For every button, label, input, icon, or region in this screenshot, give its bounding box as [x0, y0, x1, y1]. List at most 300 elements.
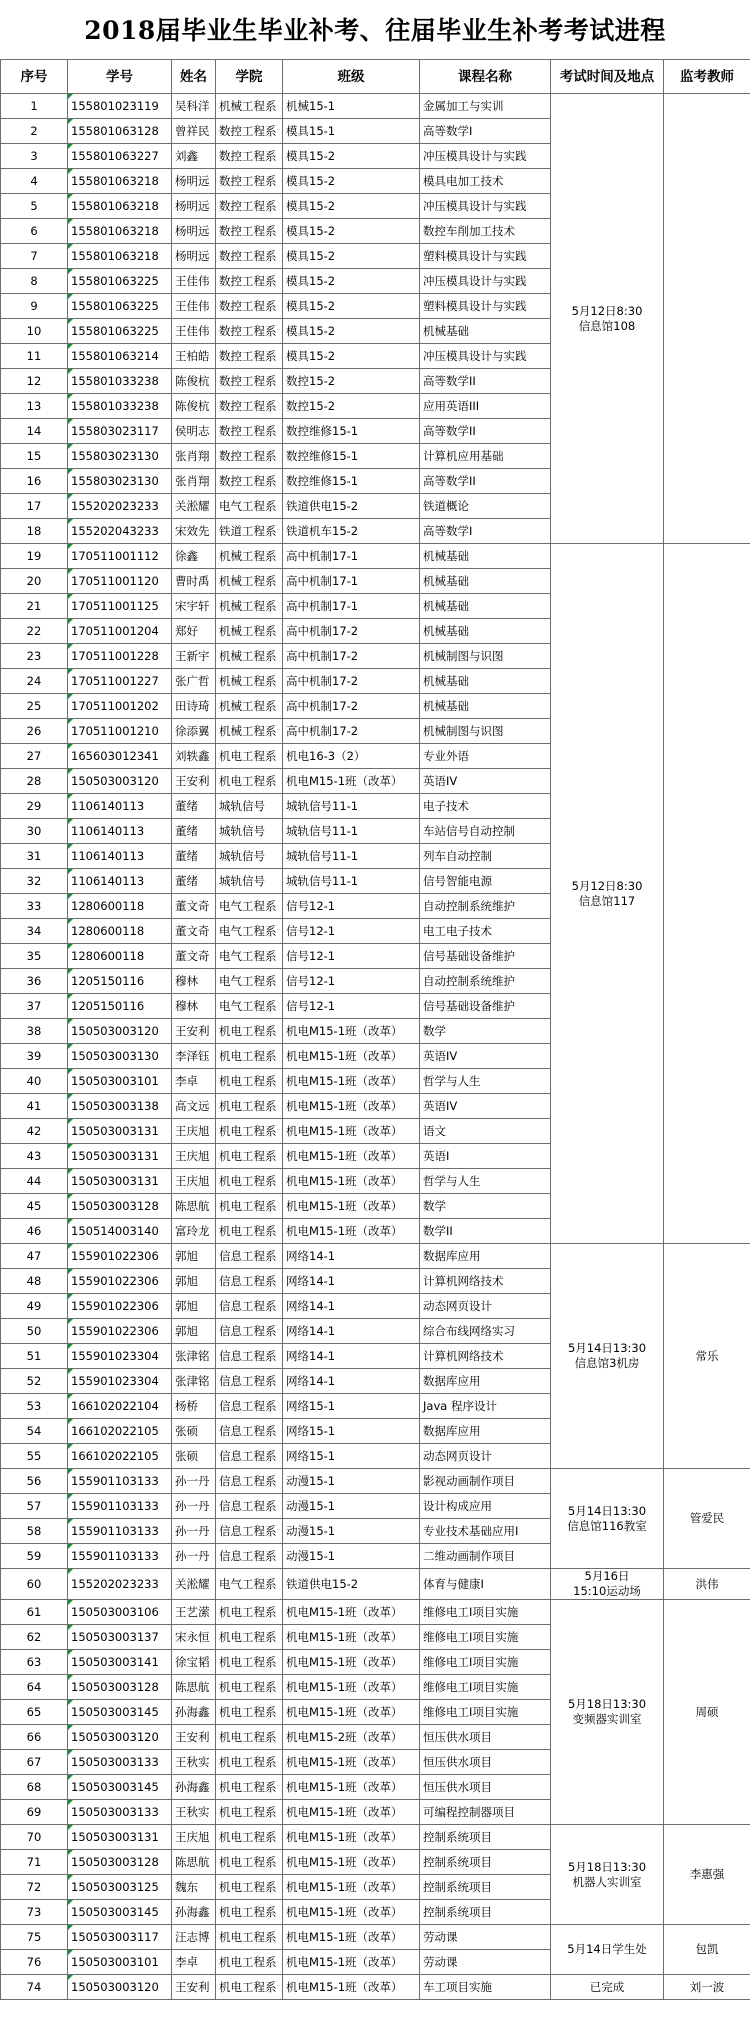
course-name: 动态网页设计: [420, 1444, 551, 1469]
student-id: 170511001120: [68, 569, 172, 594]
class-name: 信号12-1: [283, 894, 420, 919]
student-name: 宋宇轩: [172, 594, 216, 619]
row-index: 25: [1, 694, 68, 719]
student-name: 杨明远: [172, 194, 216, 219]
class-name: 模具15-2: [283, 319, 420, 344]
table-row: [1, 1600, 750, 1625]
student-name: 宋永恒: [172, 1625, 216, 1650]
class-name: 机电M15-1班（改革）: [283, 1675, 420, 1700]
student-id: 150503003106: [68, 1600, 172, 1625]
course-name: 机械制图与识图: [420, 719, 551, 744]
student-id: 150503003120: [68, 1019, 172, 1044]
course-name: 专业外语: [420, 744, 551, 769]
row-index: 3: [1, 144, 68, 169]
row-index: 42: [1, 1119, 68, 1144]
class-name: 高中机制17-1: [283, 544, 420, 569]
course-name: 控制系统项目: [420, 1850, 551, 1875]
student-name: 董绪: [172, 819, 216, 844]
student-name: 王新宇: [172, 644, 216, 669]
col-header-course: 课程名称: [420, 60, 551, 94]
student-name: 杨明远: [172, 244, 216, 269]
row-index: 17: [1, 494, 68, 519]
class-name: 机电M15-1班（改革）: [283, 1700, 420, 1725]
student-id: 170511001202: [68, 694, 172, 719]
student-id: 150503003137: [68, 1625, 172, 1650]
college: 电气工程系: [216, 1569, 283, 1600]
college: 信息工程系: [216, 1244, 283, 1269]
student-name: 张广哲: [172, 669, 216, 694]
student-name: 孙海鑫: [172, 1700, 216, 1725]
college: 机电工程系: [216, 1675, 283, 1700]
college: 机电工程系: [216, 1169, 283, 1194]
college: 数控工程系: [216, 119, 283, 144]
student-name: 张津铭: [172, 1344, 216, 1369]
class-name: 数控15-2: [283, 394, 420, 419]
course-name: 数学: [420, 1019, 551, 1044]
college: 城轨信号: [216, 869, 283, 894]
row-index: 57: [1, 1494, 68, 1519]
row-index: 64: [1, 1675, 68, 1700]
class-name: 机电M15-1班（改革）: [283, 1950, 420, 1975]
class-name: 网络14-1: [283, 1269, 420, 1294]
class-name: 模具15-1: [283, 119, 420, 144]
proctor-teacher: [664, 544, 750, 1244]
col-header-student-id: 学号: [68, 60, 172, 94]
class-name: 机电M15-1班（改革）: [283, 1650, 420, 1675]
student-name: 王柏皓: [172, 344, 216, 369]
course-name: 机械基础: [420, 619, 551, 644]
course-name: 计算机网络技术: [420, 1269, 551, 1294]
class-name: 网络14-1: [283, 1344, 420, 1369]
college: 机电工程系: [216, 1650, 283, 1675]
row-index: 61: [1, 1600, 68, 1625]
student-id: 1205150116: [68, 969, 172, 994]
row-index: 1: [1, 94, 68, 119]
course-name: 哲学与人生: [420, 1069, 551, 1094]
college: 信息工程系: [216, 1394, 283, 1419]
student-id: 1106140113: [68, 844, 172, 869]
student-id: 150503003101: [68, 1069, 172, 1094]
class-name: 机电M15-1班（改革）: [283, 1900, 420, 1925]
class-name: 网络14-1: [283, 1319, 420, 1344]
college: 机电工程系: [216, 1725, 283, 1750]
row-index: 16: [1, 469, 68, 494]
row-index: 23: [1, 644, 68, 669]
row-index: 45: [1, 1194, 68, 1219]
table-body: [1, 94, 750, 2000]
course-name: 车工项目实施: [420, 1975, 551, 2000]
student-name: 董绪: [172, 869, 216, 894]
row-index: 60: [1, 1569, 68, 1600]
class-name: 数控维修15-1: [283, 419, 420, 444]
student-name: 孙一丹: [172, 1519, 216, 1544]
row-index: 4: [1, 169, 68, 194]
course-name: 控制系统项目: [420, 1825, 551, 1850]
course-name: 英语IV: [420, 769, 551, 794]
college: 信息工程系: [216, 1319, 283, 1344]
student-id: 150503003130: [68, 1044, 172, 1069]
row-index: 40: [1, 1069, 68, 1094]
exam-time-place: 5月14日13:30 信息馆116教室: [551, 1469, 664, 1569]
course-name: 冲压模具设计与实践: [420, 194, 551, 219]
row-index: 72: [1, 1875, 68, 1900]
course-name: 高等数学II: [420, 469, 551, 494]
course-name: 高等数学II: [420, 419, 551, 444]
student-id: 150503003145: [68, 1775, 172, 1800]
table-row: [1, 94, 750, 119]
row-index: 12: [1, 369, 68, 394]
student-id: 170511001228: [68, 644, 172, 669]
student-name: 侯明志: [172, 419, 216, 444]
course-name: 计算机网络技术: [420, 1344, 551, 1369]
page-title: 2018届毕业生毕业补考、往届毕业生补考考试进程: [84, 16, 666, 45]
class-name: 铁道供电15-2: [283, 1569, 420, 1600]
student-name: 关淞耀: [172, 494, 216, 519]
course-name: 列车自动控制: [420, 844, 551, 869]
student-id: 150514003140: [68, 1219, 172, 1244]
student-name: 陈思航: [172, 1194, 216, 1219]
student-name: 穆林: [172, 994, 216, 1019]
student-name: 董文奇: [172, 894, 216, 919]
student-id: 150503003145: [68, 1700, 172, 1725]
college: 电气工程系: [216, 919, 283, 944]
student-id: 150503003138: [68, 1094, 172, 1119]
college: 铁道工程系: [216, 519, 283, 544]
student-id: 155801063225: [68, 269, 172, 294]
college: 机械工程系: [216, 644, 283, 669]
class-name: 模具15-2: [283, 269, 420, 294]
row-index: 41: [1, 1094, 68, 1119]
row-index: 27: [1, 744, 68, 769]
course-name: 冲压模具设计与实践: [420, 269, 551, 294]
row-index: 49: [1, 1294, 68, 1319]
course-name: 电工电子技术: [420, 919, 551, 944]
row-index: 33: [1, 894, 68, 919]
class-name: 机电M15-1班（改革）: [283, 1875, 420, 1900]
college: 数控工程系: [216, 344, 283, 369]
college: 电气工程系: [216, 994, 283, 1019]
row-index: 20: [1, 569, 68, 594]
college: 信息工程系: [216, 1519, 283, 1544]
table-row: [1, 1975, 750, 2000]
student-name: 杨明远: [172, 169, 216, 194]
student-name: 董绪: [172, 844, 216, 869]
row-index: 36: [1, 969, 68, 994]
class-name: 信号12-1: [283, 994, 420, 1019]
college: 机械工程系: [216, 94, 283, 119]
student-name: 李卓: [172, 1069, 216, 1094]
student-id: 170511001204: [68, 619, 172, 644]
course-name: 高等数学II: [420, 369, 551, 394]
student-id: 1106140113: [68, 819, 172, 844]
row-index: 21: [1, 594, 68, 619]
college: 信息工程系: [216, 1369, 283, 1394]
col-header-class: 班级: [283, 60, 420, 94]
class-name: 动漫15-1: [283, 1469, 420, 1494]
college: 信息工程系: [216, 1419, 283, 1444]
exam-time-place: 5月18日13:30 变频器实训室: [551, 1600, 664, 1825]
student-name: 董绪: [172, 794, 216, 819]
college: 信息工程系: [216, 1294, 283, 1319]
student-name: 王佳伟: [172, 294, 216, 319]
student-name: 穆林: [172, 969, 216, 994]
college: 数控工程系: [216, 369, 283, 394]
course-name: 设计构成应用: [420, 1494, 551, 1519]
student-name: 刘轶鑫: [172, 744, 216, 769]
row-index: 67: [1, 1750, 68, 1775]
row-index: 71: [1, 1850, 68, 1875]
student-id: 155901023304: [68, 1369, 172, 1394]
student-name: 王秋实: [172, 1800, 216, 1825]
college: 数控工程系: [216, 394, 283, 419]
row-index: 44: [1, 1169, 68, 1194]
course-name: 劳动课: [420, 1950, 551, 1975]
college: 机械工程系: [216, 669, 283, 694]
college: 信息工程系: [216, 1494, 283, 1519]
course-name: 恒压供水项目: [420, 1750, 551, 1775]
student-id: 165603012341: [68, 744, 172, 769]
course-name: 信号基础设备维护: [420, 944, 551, 969]
class-name: 机电16-3（2）: [283, 744, 420, 769]
course-name: 机械基础: [420, 669, 551, 694]
course-name: 专业技术基础应用I: [420, 1519, 551, 1544]
class-name: 信号12-1: [283, 919, 420, 944]
proctor-teacher: 刘一波: [664, 1975, 750, 2000]
row-index: 22: [1, 619, 68, 644]
student-name: 郑好: [172, 619, 216, 644]
row-index: 26: [1, 719, 68, 744]
row-index: 15: [1, 444, 68, 469]
course-name: 冲压模具设计与实践: [420, 344, 551, 369]
college: 数控工程系: [216, 169, 283, 194]
course-name: 数学: [420, 1194, 551, 1219]
class-name: 模具15-2: [283, 144, 420, 169]
college: 机电工程系: [216, 769, 283, 794]
row-index: 18: [1, 519, 68, 544]
class-name: 机电M15-1班（改革）: [283, 1825, 420, 1850]
row-index: 19: [1, 544, 68, 569]
course-name: 哲学与人生: [420, 1169, 551, 1194]
student-name: 董文奇: [172, 944, 216, 969]
student-id: 150503003101: [68, 1950, 172, 1975]
class-name: 动漫15-1: [283, 1544, 420, 1569]
student-id: 150503003120: [68, 769, 172, 794]
student-id: 155803023117: [68, 419, 172, 444]
student-id: 166102022104: [68, 1394, 172, 1419]
student-name: 张硕: [172, 1419, 216, 1444]
row-index: 63: [1, 1650, 68, 1675]
student-id: 150503003120: [68, 1975, 172, 2000]
proctor-teacher: [664, 94, 750, 544]
student-id: 170511001227: [68, 669, 172, 694]
course-name: 塑料模具设计与实践: [420, 294, 551, 319]
class-name: 动漫15-1: [283, 1519, 420, 1544]
class-name: 机电M15-1班（改革）: [283, 1194, 420, 1219]
course-name: 机械基础: [420, 569, 551, 594]
student-name: 王秋实: [172, 1750, 216, 1775]
student-name: 汪志博: [172, 1925, 216, 1950]
college: 机电工程系: [216, 1119, 283, 1144]
college: 机械工程系: [216, 594, 283, 619]
college: 机电工程系: [216, 1600, 283, 1625]
college: 电气工程系: [216, 969, 283, 994]
course-name: 体育与健康I: [420, 1569, 551, 1600]
college: 电气工程系: [216, 494, 283, 519]
student-id: 155801063218: [68, 219, 172, 244]
student-name: 王安利: [172, 1019, 216, 1044]
row-index: 13: [1, 394, 68, 419]
course-name: 计算机应用基础: [420, 444, 551, 469]
course-name: 数据库应用: [420, 1419, 551, 1444]
student-name: 陈俊杭: [172, 394, 216, 419]
student-id: 150503003117: [68, 1925, 172, 1950]
class-name: 机械15-1: [283, 94, 420, 119]
student-id: 155901103133: [68, 1519, 172, 1544]
col-header-college: 学院: [216, 60, 283, 94]
exam-time-place: 5月14日学生处: [551, 1925, 664, 1975]
course-name: 控制系统项目: [420, 1900, 551, 1925]
class-name: 机电M15-2班（改革）: [283, 1725, 420, 1750]
course-name: 英语IV: [420, 1044, 551, 1069]
class-name: 机电M15-1班（改革）: [283, 769, 420, 794]
class-name: 城轨信号11-1: [283, 819, 420, 844]
college: 机电工程系: [216, 1219, 283, 1244]
course-name: 高等数学I: [420, 119, 551, 144]
student-name: 李卓: [172, 1950, 216, 1975]
class-name: 高中机制17-1: [283, 594, 420, 619]
student-id: 155801063128: [68, 119, 172, 144]
student-name: 孙海鑫: [172, 1900, 216, 1925]
college: 电气工程系: [216, 894, 283, 919]
student-id: 155801023119: [68, 94, 172, 119]
row-index: 54: [1, 1419, 68, 1444]
college: 机电工程系: [216, 744, 283, 769]
college: 机电工程系: [216, 1800, 283, 1825]
row-index: 50: [1, 1319, 68, 1344]
col-header-name: 姓名: [172, 60, 216, 94]
course-name: 自动控制系统维护: [420, 894, 551, 919]
row-index: 10: [1, 319, 68, 344]
class-name: 机电M15-1班（改革）: [283, 1044, 420, 1069]
college: 机电工程系: [216, 1194, 283, 1219]
course-name: 数据库应用: [420, 1369, 551, 1394]
college: 数控工程系: [216, 294, 283, 319]
student-id: 155803023130: [68, 444, 172, 469]
class-name: 机电M15-1班（改革）: [283, 1800, 420, 1825]
class-name: 机电M15-1班（改革）: [283, 1975, 420, 2000]
row-index: 70: [1, 1825, 68, 1850]
course-name: 机械制图与识图: [420, 644, 551, 669]
class-name: 机电M15-1班（改革）: [283, 1019, 420, 1044]
proctor-teacher: 周硕: [664, 1600, 750, 1825]
exam-schedule-table: [0, 59, 750, 2000]
exam-time-place: 5月12日8:30 信息馆117: [551, 544, 664, 1244]
proctor-teacher: 常乐: [664, 1244, 750, 1469]
class-name: 模具15-2: [283, 244, 420, 269]
student-name: 张硕: [172, 1444, 216, 1469]
student-name: 刘鑫: [172, 144, 216, 169]
row-index: 34: [1, 919, 68, 944]
row-index: 75: [1, 1925, 68, 1950]
class-name: 高中机制17-1: [283, 569, 420, 594]
class-name: 城轨信号11-1: [283, 844, 420, 869]
class-name: 高中机制17-2: [283, 619, 420, 644]
class-name: 机电M15-1班（改革）: [283, 1625, 420, 1650]
student-id: 170511001112: [68, 544, 172, 569]
student-id: 1106140113: [68, 869, 172, 894]
college: 数控工程系: [216, 319, 283, 344]
row-index: 62: [1, 1625, 68, 1650]
student-name: 王庆旭: [172, 1119, 216, 1144]
college: 数控工程系: [216, 244, 283, 269]
course-name: 英语I: [420, 1144, 551, 1169]
college: 数控工程系: [216, 469, 283, 494]
class-name: 机电M15-1班（改革）: [283, 1775, 420, 1800]
course-name: 英语IV: [420, 1094, 551, 1119]
table-row: [1, 1244, 750, 1269]
student-id: 166102022105: [68, 1419, 172, 1444]
student-name: 王佳伟: [172, 319, 216, 344]
student-name: 郭旭: [172, 1319, 216, 1344]
class-name: 高中机制17-2: [283, 644, 420, 669]
row-index: 14: [1, 419, 68, 444]
class-name: 高中机制17-2: [283, 719, 420, 744]
student-id: 155801063214: [68, 344, 172, 369]
course-name: 恒压供水项目: [420, 1775, 551, 1800]
course-name: 恒压供水项目: [420, 1725, 551, 1750]
student-id: 150503003141: [68, 1650, 172, 1675]
college: 机械工程系: [216, 719, 283, 744]
exam-time-place: 5月12日8:30 信息馆108: [551, 94, 664, 544]
table-row: [1, 544, 750, 569]
student-id: 155803023130: [68, 469, 172, 494]
student-id: 155901022306: [68, 1244, 172, 1269]
student-name: 宋效先: [172, 519, 216, 544]
class-name: 网络15-1: [283, 1444, 420, 1469]
student-name: 郭旭: [172, 1294, 216, 1319]
row-index: 38: [1, 1019, 68, 1044]
row-index: 51: [1, 1344, 68, 1369]
class-name: 城轨信号11-1: [283, 869, 420, 894]
course-name: 应用英语III: [420, 394, 551, 419]
student-id: 155901022306: [68, 1294, 172, 1319]
class-name: 机电M15-1班（改革）: [283, 1750, 420, 1775]
class-name: 机电M15-1班（改革）: [283, 1069, 420, 1094]
student-id: 155801063218: [68, 194, 172, 219]
college: 机电工程系: [216, 1019, 283, 1044]
class-name: 信号12-1: [283, 969, 420, 994]
student-id: 155202043233: [68, 519, 172, 544]
course-name: 数学II: [420, 1219, 551, 1244]
course-name: 机械基础: [420, 319, 551, 344]
row-index: 52: [1, 1369, 68, 1394]
student-name: 郭旭: [172, 1269, 216, 1294]
class-name: 数控15-2: [283, 369, 420, 394]
student-name: 张肖翔: [172, 469, 216, 494]
class-name: 模具15-2: [283, 169, 420, 194]
student-id: 155901103133: [68, 1494, 172, 1519]
college: 机电工程系: [216, 1144, 283, 1169]
proctor-teacher: 管爱民: [664, 1469, 750, 1569]
student-name: 杨桥: [172, 1394, 216, 1419]
exam-time-place: 5月14日13:30 信息馆3机房: [551, 1244, 664, 1469]
college: 机电工程系: [216, 1875, 283, 1900]
row-index: 39: [1, 1044, 68, 1069]
student-name: 王庆旭: [172, 1169, 216, 1194]
class-name: 模具15-2: [283, 219, 420, 244]
student-id: 155801063218: [68, 244, 172, 269]
college: 机电工程系: [216, 1700, 283, 1725]
